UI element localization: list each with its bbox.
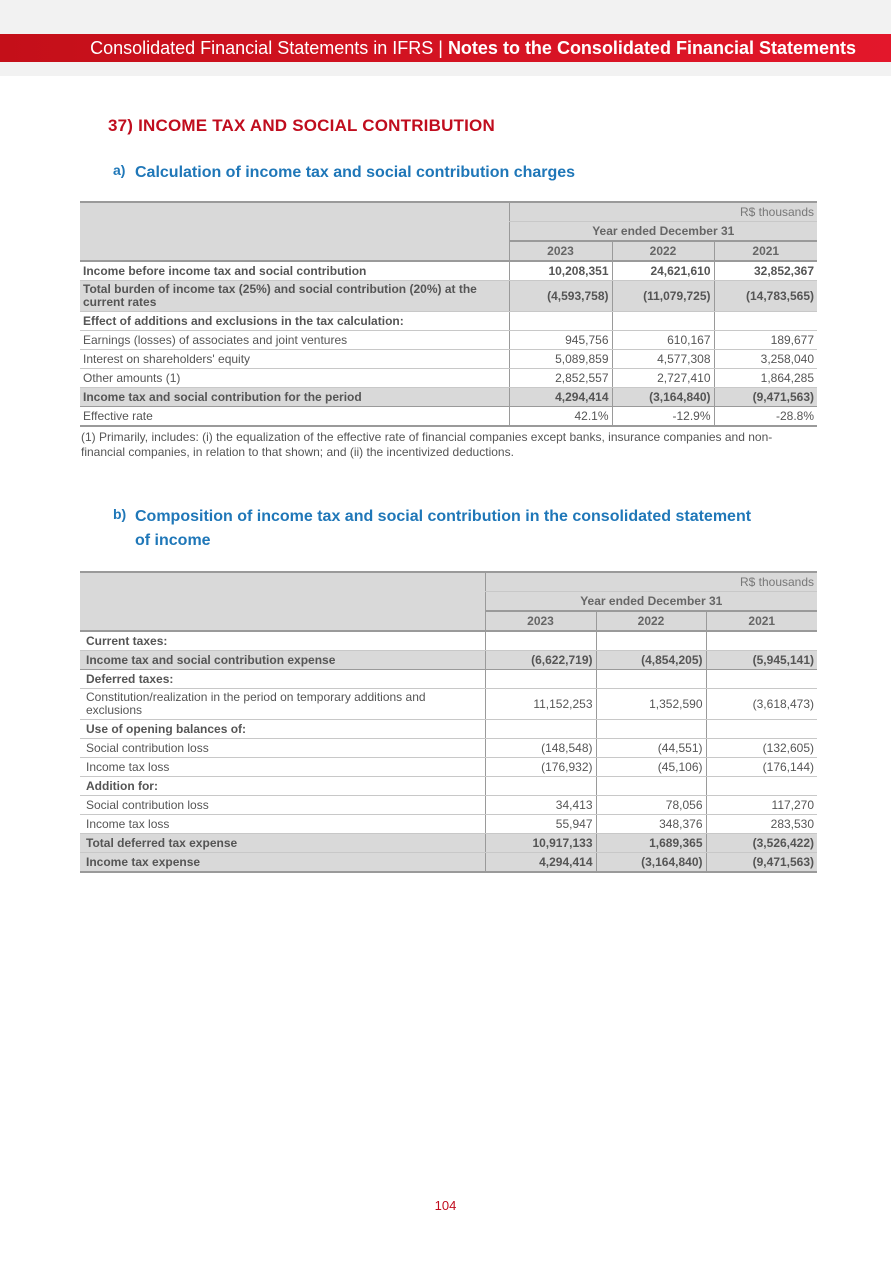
row-label: Constitution/realization in the period on temporary additions and exclusions [80, 689, 485, 720]
row-value: (9,471,563) [706, 853, 817, 873]
row-value: (45,106) [596, 758, 706, 777]
row-value [714, 312, 817, 331]
row-value [509, 312, 612, 331]
page-number: 104 [434, 1198, 457, 1213]
part-b-title-line2: of income [135, 532, 211, 549]
row-value: 42.1% [509, 407, 612, 427]
table-a-unit: R$ thousands [509, 202, 817, 222]
row-value: (9,471,563) [714, 388, 817, 407]
table-a-corner [80, 202, 509, 261]
table-row [80, 777, 817, 796]
row-value: (3,526,422) [706, 834, 817, 853]
row-value [596, 631, 706, 651]
table-b-unit-row [80, 572, 817, 592]
table-row [80, 834, 817, 853]
table-row [80, 281, 817, 312]
row-label: Total deferred tax expense [80, 834, 485, 853]
row-value [612, 312, 714, 331]
row-value [706, 670, 817, 689]
row-value: (3,164,840) [612, 388, 714, 407]
row-value: 10,917,133 [485, 834, 596, 853]
row-label: Interest on shareholders' equity [80, 350, 509, 369]
row-value [596, 720, 706, 739]
row-value: 945,756 [509, 331, 612, 350]
table-row [80, 312, 817, 331]
table-b-year: 2022 [596, 611, 706, 631]
row-value: (4,854,205) [596, 651, 706, 670]
row-value [485, 670, 596, 689]
top-band [0, 0, 891, 34]
row-value: (176,932) [485, 758, 596, 777]
table-row [80, 631, 817, 651]
row-label: Total burden of income tax (25%) and social contribution (20%) at the current rates [80, 281, 509, 312]
row-label: Income tax loss [80, 758, 485, 777]
row-label: Income tax loss [80, 815, 485, 834]
table-b-unit: R$ thousands [485, 572, 817, 592]
table-row [80, 407, 817, 427]
row-value: -12.9% [612, 407, 714, 427]
row-value: (3,164,840) [596, 853, 706, 873]
part-a-title: Calculation of income tax and social contribution charges [135, 164, 576, 181]
footnote: (1) Primarily, includes: (i) the equalization of the effective rate of financial companies except banks, insurance companies and non-financial companies, in relation to that shown; and (ii) the incentivized deductions. [81, 430, 773, 459]
row-value: 117,270 [706, 796, 817, 815]
row-value [706, 720, 817, 739]
header-banner [0, 34, 891, 62]
row-value: 78,056 [596, 796, 706, 815]
table-a-year: 2023 [509, 241, 612, 261]
row-value: 24,621,610 [612, 261, 714, 281]
row-value [485, 720, 596, 739]
table-a-year: 2021 [714, 241, 817, 261]
table-row [80, 388, 817, 407]
row-value: 5,089,859 [509, 350, 612, 369]
row-label: Effect of additions and exclusions in the tax calculation: [80, 312, 509, 331]
row-label: Social contribution loss [80, 739, 485, 758]
table-a-year: 2022 [612, 241, 714, 261]
table-row [80, 739, 817, 758]
row-value: 32,852,367 [714, 261, 817, 281]
header-title-left: Consolidated Financial Statements in IFRS | [90, 38, 448, 58]
row-label: Current taxes: [80, 631, 485, 651]
row-label: Income before income tax and social contribution [80, 261, 509, 281]
table-b [80, 571, 817, 873]
row-label: Use of opening balances of: [80, 720, 485, 739]
row-value: (4,593,758) [509, 281, 612, 312]
row-label: Deferred taxes: [80, 670, 485, 689]
row-value: 2,727,410 [612, 369, 714, 388]
table-b-period: Year ended December 31 [485, 592, 817, 612]
row-value: 283,530 [706, 815, 817, 834]
table-row [80, 853, 817, 873]
row-value: (6,622,719) [485, 651, 596, 670]
table-a-unit-row [80, 202, 817, 222]
sub-band [0, 62, 891, 76]
row-value: (3,618,473) [706, 689, 817, 720]
row-value: 1,864,285 [714, 369, 817, 388]
row-value: (11,079,725) [612, 281, 714, 312]
table-row [80, 369, 817, 388]
part-b-title-line1: Composition of income tax and social contribution in the consolidated statement [135, 508, 752, 525]
header-title [90, 34, 856, 62]
row-value: 2,852,557 [509, 369, 612, 388]
table-row [80, 758, 817, 777]
row-value: 3,258,040 [714, 350, 817, 369]
header-title-right: Notes to the Consolidated Financial Statements [447, 38, 856, 58]
row-label: Social contribution loss [80, 796, 485, 815]
row-value: (132,605) [706, 739, 817, 758]
table-row [80, 720, 817, 739]
row-label: Income tax and social contribution for the period [80, 388, 509, 407]
row-value: 11,152,253 [485, 689, 596, 720]
table-row [80, 651, 817, 670]
table-row [80, 815, 817, 834]
row-value [596, 670, 706, 689]
table-b-year: 2021 [706, 611, 817, 631]
row-label: Other amounts (1) [80, 369, 509, 388]
row-value [706, 777, 817, 796]
row-value: 4,294,414 [485, 853, 596, 873]
table-b-year: 2023 [485, 611, 596, 631]
row-value [596, 777, 706, 796]
row-label: Addition for: [80, 777, 485, 796]
section-title: 37) INCOME TAX AND SOCIAL CONTRIBUTION [108, 116, 495, 135]
row-value: 4,294,414 [509, 388, 612, 407]
part-a-label: a) [113, 162, 126, 178]
row-value: 1,689,365 [596, 834, 706, 853]
table-row [80, 796, 817, 815]
row-value: 610,167 [612, 331, 714, 350]
row-label: Earnings (losses) of associates and joint ventures [80, 331, 509, 350]
table-b-corner [80, 572, 485, 631]
row-value: (44,551) [596, 739, 706, 758]
row-value: (176,144) [706, 758, 817, 777]
row-value [706, 631, 817, 651]
row-value: 34,413 [485, 796, 596, 815]
table-row [80, 261, 817, 281]
part-b-label: b) [113, 506, 127, 522]
row-value: -28.8% [714, 407, 817, 427]
row-label: Income tax expense [80, 853, 485, 873]
row-value: 4,577,308 [612, 350, 714, 369]
row-label: Income tax and social contribution expense [80, 651, 485, 670]
table-a-period: Year ended December 31 [509, 222, 817, 242]
row-value: (14,783,565) [714, 281, 817, 312]
table-row [80, 689, 817, 720]
row-value: 55,947 [485, 815, 596, 834]
row-value: 348,376 [596, 815, 706, 834]
table-row [80, 331, 817, 350]
row-value: 10,208,351 [509, 261, 612, 281]
row-value: (148,548) [485, 739, 596, 758]
table-a [80, 201, 817, 427]
row-value [485, 777, 596, 796]
table-row [80, 670, 817, 689]
row-value: 1,352,590 [596, 689, 706, 720]
row-value: 189,677 [714, 331, 817, 350]
row-label: Effective rate [80, 407, 509, 427]
row-value: (5,945,141) [706, 651, 817, 670]
row-value [485, 631, 596, 651]
table-row [80, 350, 817, 369]
